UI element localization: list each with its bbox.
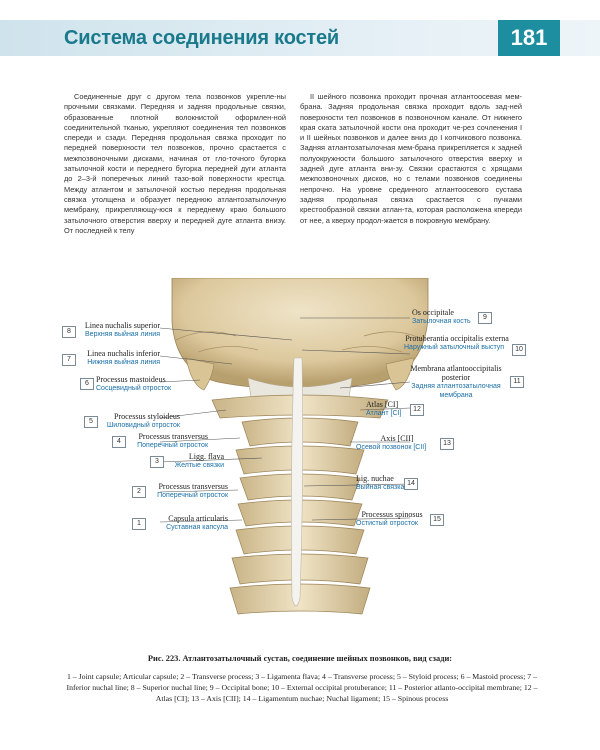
- label-processus-styloideus: [100, 412, 180, 430]
- label-os-occipitale: [412, 308, 484, 326]
- page-header: [0, 0, 600, 60]
- anatomy-figure: [0, 278, 600, 638]
- label-number: 5: [84, 416, 98, 428]
- label-number: 8: [62, 326, 76, 338]
- latin-term: Protuberantia occipitalis externa: [405, 334, 509, 343]
- label-number: 11: [510, 376, 524, 388]
- latin-term: Ligg. flava: [188, 452, 224, 461]
- page-number: 181: [498, 20, 560, 56]
- label-number: 3: [150, 456, 164, 468]
- label-processus-transversus: [128, 432, 208, 450]
- latin-term: Capsula articularis: [168, 514, 228, 523]
- label-number: 14: [404, 478, 418, 490]
- label-number: 1: [132, 518, 146, 530]
- label-axis: [356, 434, 438, 452]
- latin-term: Membrana atlantooccipitalis posterior: [410, 364, 502, 382]
- russian-term: Нижняя выйная линия: [87, 359, 160, 366]
- figure-caption-title: Рис. 223. Атлантозатылочный сустав, соединение шейных позвонков, вид сзади:: [147, 654, 453, 663]
- label-processus-spinosus: [356, 510, 428, 528]
- russian-term: Поперечный отросток: [137, 442, 208, 449]
- latin-term: Linea nuchalis superior: [84, 321, 160, 330]
- latin-term: Lig. nuchae: [356, 474, 394, 483]
- latin-term: Processus transversus: [158, 482, 228, 491]
- label-processus-transversus-lower: [148, 482, 228, 500]
- label-number: 4: [112, 436, 126, 448]
- label-number: 6: [80, 378, 94, 390]
- label-lig-nuchae: [356, 474, 406, 492]
- russian-term: Шиловидный отросток: [106, 422, 180, 429]
- russian-term: Задняя атлантозатылочная мембрана: [411, 383, 501, 399]
- russian-term: Выйная связка: [356, 484, 405, 491]
- russian-term: Осевой позвонок [CII]: [356, 444, 427, 451]
- latin-term: Atlas [CI]: [366, 400, 399, 409]
- latin-term: Axis [CII]: [380, 434, 414, 443]
- label-number: 10: [512, 344, 526, 356]
- label-linea-nuchalis-superior: [78, 321, 160, 339]
- latin-term: Os occipitale: [412, 308, 454, 317]
- latin-term: Processus spinosus: [361, 510, 423, 519]
- label-membrana-posterior: [404, 364, 508, 400]
- russian-term: Желтые связки: [174, 462, 224, 469]
- label-number: 9: [478, 312, 492, 324]
- latin-term: Processus mastoideus: [96, 375, 166, 384]
- russian-term: Суставная капсула: [166, 524, 228, 531]
- body-text-right: II шейного позвонка проходит прочная атлантоосевая мем-брана. Задняя продольная связка проходит вдоль зад-ней поверхности тел позвонков в позвоночном канале. От нижнего края ската затылочной кости она проходит че-рез сочленения I и II шейных позвонков и далее вниз до I копчикового позвонка. Задняя атлантозатылочная мем-брана прикрепляется к задней полуокружности большого затылочного отверстия вверху и задней дуге атланта вни-зу. Связки срастаются с хрящами межпозвоночных дисков, но с телами позвонков соединены непрочно. На уровне срединного атлантоосевого сустава задняя продольная связка срастается с пучками крестообразной связки атлан-та, которая расположена кпереди от нее, а кверху продол-жается в покровную мембрану.: [300, 92, 522, 225]
- latin-term: Linea nuchalis inferior: [87, 349, 160, 358]
- label-capsula-articularis: [148, 514, 228, 532]
- label-number: 13: [440, 438, 454, 450]
- russian-term: Атлант [CI]: [366, 410, 402, 417]
- body-text-left: Соединенные друг с другом тела позвонков укрепле-ны прочными связками. Передняя и задняя продольные связки, образованные плотной волокнистой оформлен-ной соединительной тканью, укрепляют соединения тел позвонков спереди и сзади. Передняя продольная связка проходит по передней поверхности тел позвонков, прочно срастается с межпозвоночными дисками, начиная от гло-точного бугорка затылочной кости и переднего бугорка передней дуги атланта до 2–3-й поперечных линий тазо-вой поверхности крестца. Между атлантом и затылочной костью передняя продольная связка утолщена и образует переднюю атлантозатылочную мембрану, прикрепляющу-юся к переднему краю большого затылочного отверстия вверху и передней дуге атланта внизу. От последней к телу: [64, 92, 286, 235]
- label-linea-nuchalis-inferior: [78, 349, 160, 367]
- russian-term: Наружный затылочный выступ: [404, 344, 505, 351]
- russian-term: Сосцевидный отросток: [96, 385, 172, 392]
- latin-term: Processus styloideus: [114, 412, 180, 421]
- latin-term: Processus transversus: [138, 432, 208, 441]
- russian-term: Остистый отросток: [356, 520, 418, 527]
- label-protuberantia: [404, 334, 510, 352]
- label-number: 15: [430, 514, 444, 526]
- label-number: 2: [132, 486, 146, 498]
- label-processus-mastoideus: [96, 375, 172, 393]
- russian-term: Поперечный отросток: [157, 492, 228, 499]
- label-atlas: [366, 400, 406, 418]
- label-ligg-flava: [166, 452, 224, 470]
- figure-caption-legend: 1 – Joint capsule; Articular capsule; 2 – Transverse process; 3 – Ligamenta flava; 4 – Transverse process; 5 – Styloid process; 6 – Mastoid process; 7 – Inferior nuchal line; 8 – Superior nuchal line; 9 – Occipital bone; 10 – External occipital protuberance; 11 – Posterior atlanto-occipital membrane; 12 – Atlas [CI]; 13 – Axis [CII]; 14 – Ligamentum nuchae; Nuchal ligament; 15 – Spinous process: [66, 672, 538, 703]
- russian-term: Затылочная кость: [412, 318, 471, 325]
- russian-term: Верхняя выйная линия: [85, 331, 160, 338]
- label-number: 7: [62, 354, 76, 366]
- label-number: 12: [410, 404, 424, 416]
- chapter-title: Система соединения костей: [64, 27, 340, 49]
